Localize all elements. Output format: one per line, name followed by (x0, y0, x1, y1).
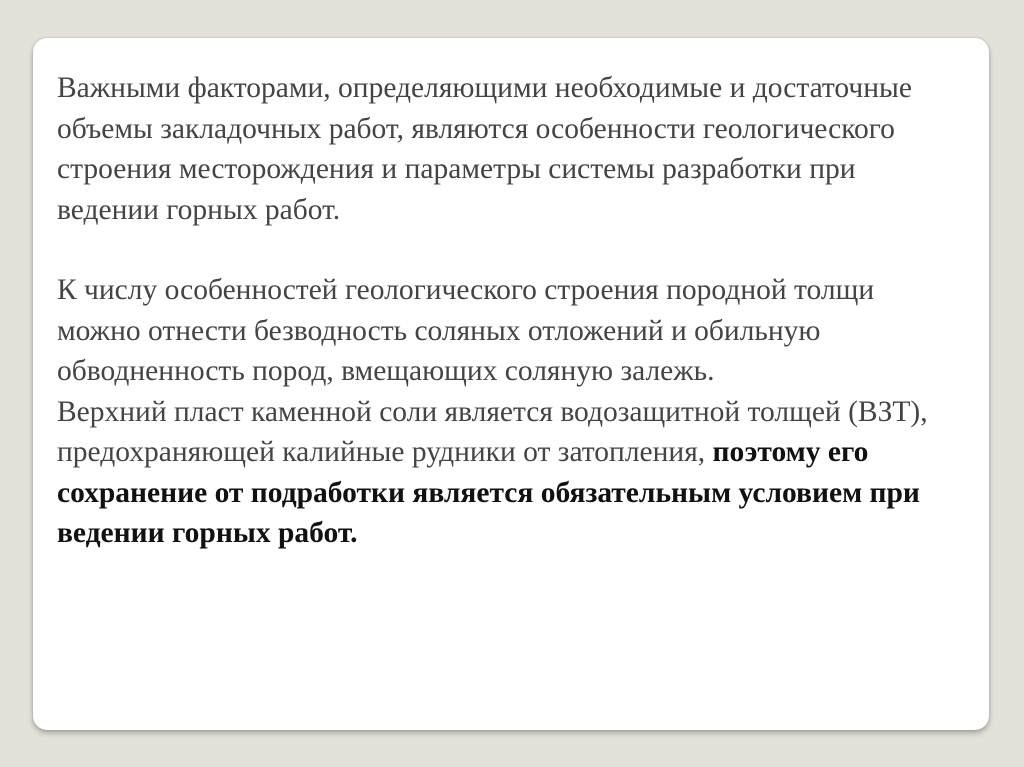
paragraph-salt-layer (57, 392, 962, 554)
paragraph-spacer (57, 230, 962, 270)
paragraph-salt-layer-text: Верхний пласт каменной соли является водозащитной толщей (ВЗТ), предохраняющей калийные рудники от затопления, (57, 395, 928, 468)
slide-text (57, 68, 962, 554)
slide-card (33, 38, 989, 730)
paragraph-important-factors: Важными факторами, определяющими необходимые и достаточные объемы закладочных работ, являются особенности геологического строения месторождения и параметры системы разработки при ведении горных работ. (57, 72, 912, 226)
paragraph-salt-layer-emphasis: поэтому его сохранение от подработки является обязательным условием при ведении горных работ. (57, 436, 920, 549)
paragraph-geological-features: К числу особенностей геологического строения породной толщи можно отнести безводность соляных отложений и обильную обводненность пород, вмещающих соляную залежь. (57, 274, 875, 387)
